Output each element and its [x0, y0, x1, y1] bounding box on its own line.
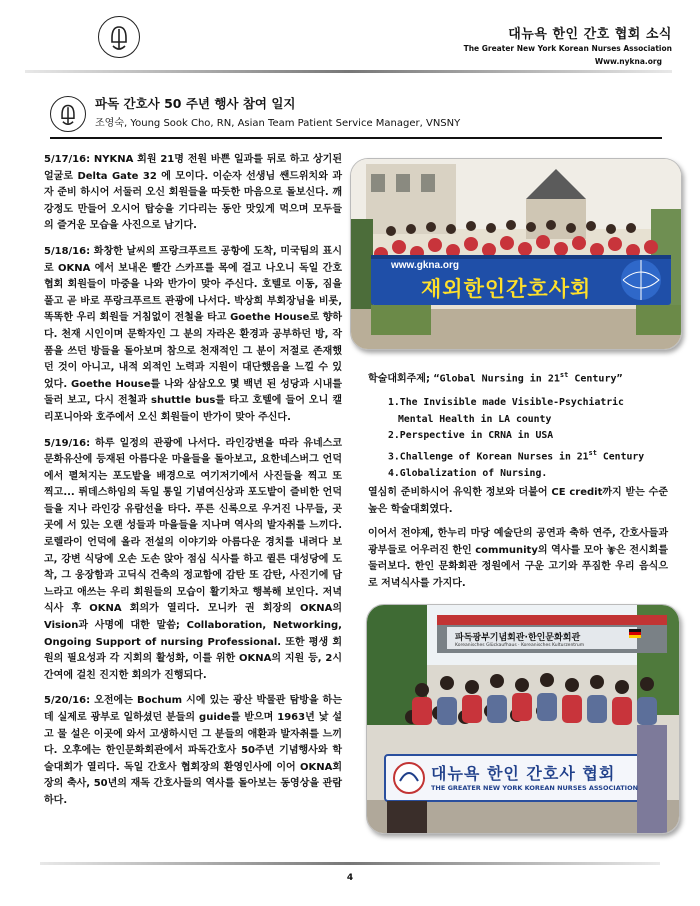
diary-column — [44, 152, 342, 819]
photo1-banner-text: 재외한인간호사회 — [421, 277, 592, 301]
topic-item: 2.Perspective in CRNA in USA — [388, 430, 554, 442]
website-link[interactable]: Www.nykna.org — [594, 57, 662, 66]
topic-item: Mental Health in LA county — [398, 413, 552, 425]
group-photo-image — [351, 159, 681, 349]
group-photo-cultural-center — [366, 604, 680, 834]
newsletter-subtitle: The Greater New York Korean Nurses Association — [463, 44, 672, 53]
nurse-cap-icon — [99, 17, 139, 57]
photo1-banner-url: www.gkna.org — [391, 260, 459, 271]
footer-divider — [40, 862, 660, 865]
theme-label: 학술대회주제; — [368, 373, 430, 385]
entry-date: 5/19/16: — [44, 437, 91, 449]
article-divider — [50, 137, 662, 139]
article-title: 파독 간호사 50 주년 행사 참여 일지 — [95, 96, 296, 111]
group-photo-frankfurt — [350, 158, 682, 350]
theme-text-end: Century” — [568, 373, 623, 385]
diary-entry — [44, 436, 342, 685]
diary-entry — [44, 244, 342, 427]
header-divider — [25, 70, 672, 73]
entry-date: 5/17/16: — [44, 154, 91, 165]
photo2-banner-sub: THE GREATER NEW YORK KOREAN NURSES ASSOCIATION — [431, 784, 639, 792]
article-logo — [50, 96, 86, 132]
photo2-banner-text: 대뉴욕 한인 간호사 협회 — [431, 764, 616, 783]
page-number: 4 — [346, 873, 354, 883]
photo2-building-sign: 파독광부기념회관·한인문화회관 — [455, 633, 581, 643]
entry-text: 오전에는 Bochum 시에 있는 광산 박물관 탐방을 하는데 실제로 광부로 일하셨던 분들의 guide를 받으며 1963년 낯 설고 물 설은 이곳에 와서 고생하시던 그 분들의 애환과 발자취를 느끼다. 오후에는 한인문화회관에서 파독간호사 50주년 기념행사와 학술대회가 열리다. 독일 간호사 협회장의 환영인사에 이어 OKNA회장의 축사, 50년의 재독 간호사들의 역사를 돌아보는 동영상을 관람하다. — [44, 695, 342, 806]
conference-theme — [368, 367, 678, 388]
entry-date: 5/18/16: — [44, 245, 91, 257]
conference-summary: 열심히 준비하시어 유익한 정보와 더불어 CE credit까지 받는 수준 높은 학술대회였다. — [368, 487, 668, 515]
diary-entry — [44, 693, 342, 809]
evening-event-text: 이어서 전야제, 한누리 마당 예술단의 공연과 축하 연주, 간호사들과 광부들로 어우러진 한인 community의 역사를 모아 놓은 전시회를 둘러보다. 한인 문화회관 정원에서 구운 고기와 푸짐한 우리 음식으로 저녁식사를 가지다. — [368, 528, 668, 589]
association-logo — [98, 16, 140, 58]
entry-text: 화창한 날씨의 프랑크푸르트 공항에 도착, 미국팀의 표시로 OKNA 에서 보내온 빨간 스카프를 목에 걸고 나오니 독일 간호협회 회원들이 마중을 나와 반가이 맞아 주신다. 호텔로 이동, 짐을 풀고 곧 바로 푸랑크푸르트 관광에 나서다. 박상희 부회장님을 비롯, 똑똑한 우리 회원들 거침없이 전철을 타고 Goethe House로 향하다. 천재 시인이며 문학자인 그 분의 자라온 환경과 공부하던 방, 작품을 쓰던 방들을 돌아보며 참으로 천재적인 그 분이 저절로 존재했던 것이 아니고, 내적 외적인 노력과 지원이 대단했음을 느낄 수 있었다. Goethe House를 나와 삼삼오오 몇 백년 된 성당과 시내를 둘러 보고, 다시 전철과 shuttle bus를 타고 호텔에 들어 오니 캘리포니아와 호주에서 오신 회원들이 반가이 맞아 주신다. — [44, 245, 342, 423]
entry-date: 5/20/16: — [44, 695, 91, 707]
conference-topics — [388, 395, 688, 482]
photo2-building-sign-sub: Koreanisches Glückaufhaus · Koreanisches Kulturzentrum — [455, 643, 585, 648]
topic-item: 4.Globalization of Nursing. — [388, 467, 548, 479]
theme-superscript: st — [559, 371, 569, 379]
topic-item: 3.Challenge of Korean Nurses in 21st Century — [388, 448, 645, 463]
diary-entry — [44, 152, 342, 235]
newsletter-title: 대뉴욕 한인 간호 협회 소식 — [508, 27, 672, 42]
entry-text: NYKNA 회원 21명 전원 바쁜 일과를 뒤로 하고 상기된 얼굴로 Delta Gate 32 에 모이다. 이순자 선생님 쌘드위치와 과자 준비 하시어 서둘러 오신 회원들을 따듯한 마음으로 돌보신다. 깨강정도 만들어 오시어 탑승을 기다리는 동안 맛있게 먹으며 모두들의 즐거운 모습을 사진으로 남기다. — [44, 154, 342, 232]
topic-item: 1.The Invisible made Visible-Psychiatric — [388, 397, 624, 408]
entry-text: 하루 일정의 관광에 나서다. 라인강변을 따라 유네스코 문화유산에 등재된 아름다운 마을들을 돌아보고, 요한네스버그 언덕에서 펼쳐지는 포도밭을 배경으로 여기저기에서 사진들을 찍고 또 찍고... 뤼데스하임의 독일 통일 기념여신상과 포도밭이 즐비한 언덕들을 지나 라인강 유람선을 타다. 푸른 신록으로 우거진 나무들, 곳곳에 서 있는 오랜 성들과 마을들을 지나며 역사의 발자취를 느끼다. 로렐라이 언덕에 올라 전설의 이야기와 아름다운 경치를 내려다 보고, 강변 식당에 오손 도손 앉아 점심 식사를 하고 퀼른 대성당에 도착, 그 웅장함과 고딕식 건축의 정교함에 감탄 또 감탄, 사진기에 담느라고 애쓰는 우리 회원들의 모습이 활기차고 행복해 보인다. 저녁 식사 후 OKNA 회의가 열리다. 모니카 권 회장의 OKNA의 Vision과 사명에 대한 말씀; Collaboration, Networking, Ongoing Support of nursing Professional. 또한 평생 회원의 필요성과 각 지회의 활성화, 이를 위한 OKNA의 지원 등, 2시간여에 걸친 진지한 회의가 진행되다. — [44, 437, 342, 681]
theme-text: “Global Nursing in 21 — [433, 373, 560, 385]
nurse-cap-icon — [51, 97, 85, 131]
article-author: 조영숙, Young Sook Cho, RN, Asian Team Patient Service Manager, VNSNY — [95, 118, 461, 129]
